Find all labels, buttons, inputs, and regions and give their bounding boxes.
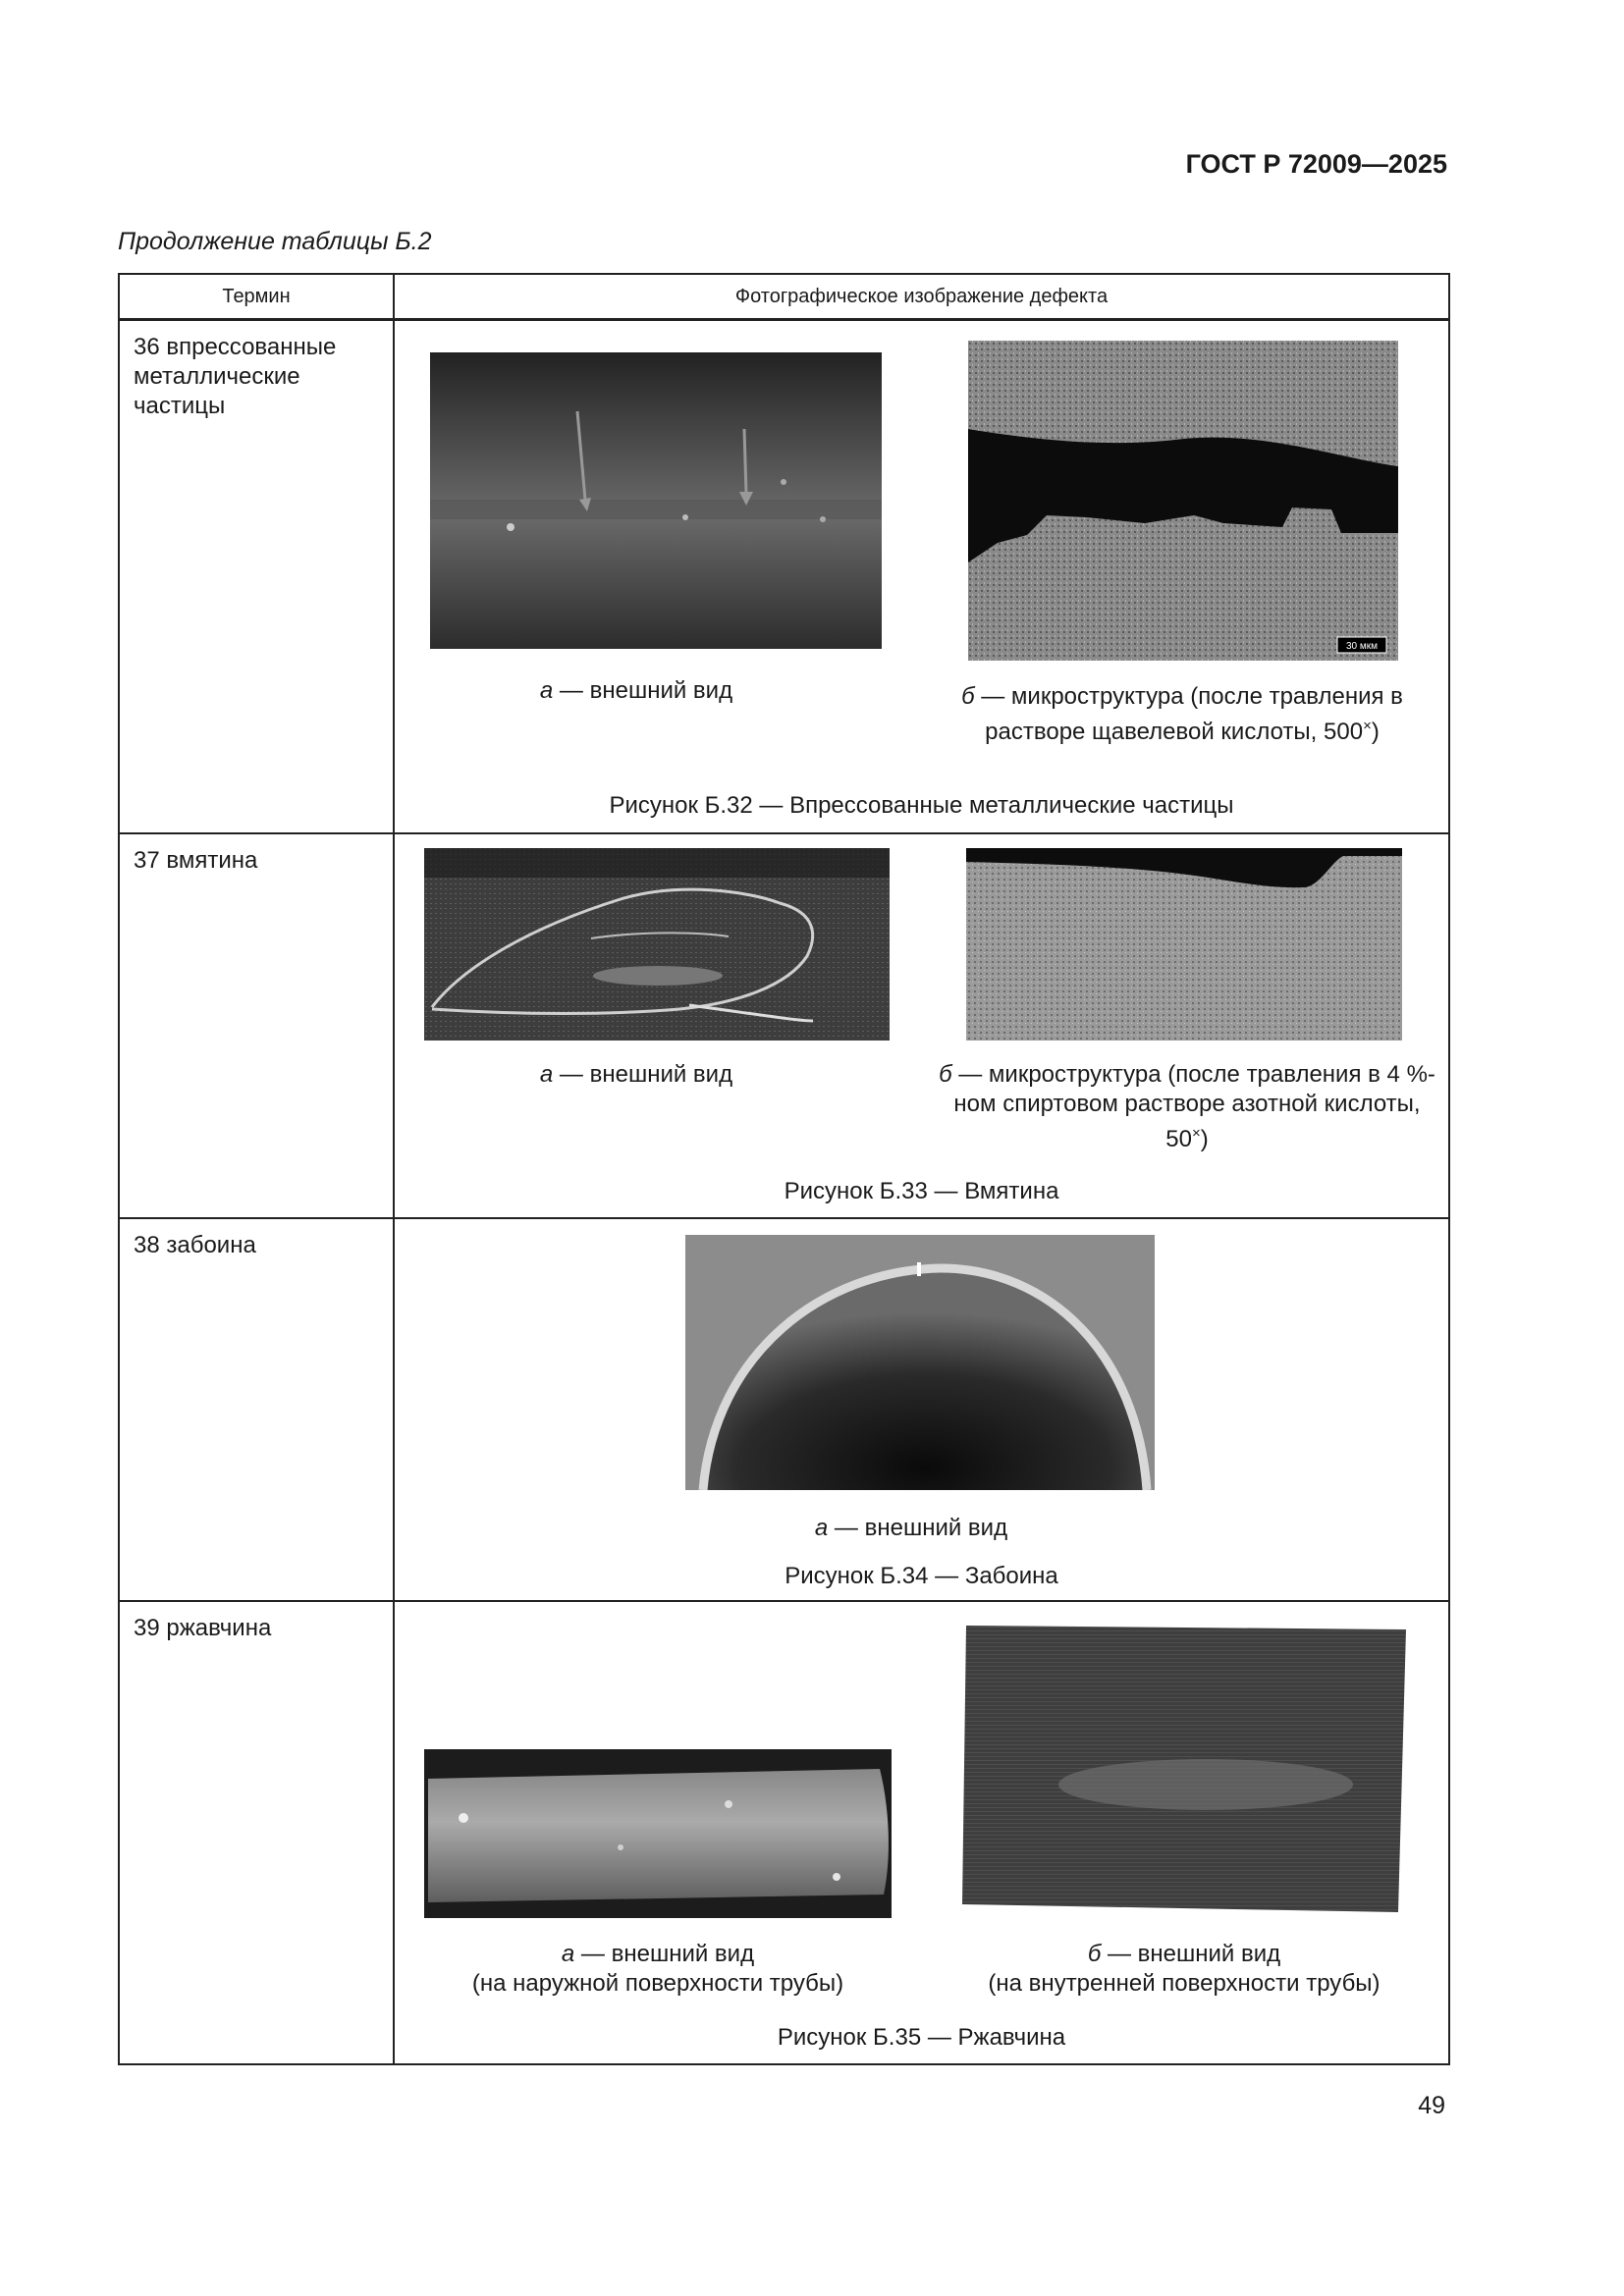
photo-rust-inner-surface xyxy=(960,1618,1408,1916)
table-row xyxy=(119,833,1449,1218)
term-text: 37 вмятина xyxy=(134,846,258,874)
figure-cell xyxy=(394,833,1449,1218)
figure-cell xyxy=(394,1218,1449,1601)
page-number: 49 xyxy=(1418,2092,1445,2119)
table-header-row xyxy=(119,274,1449,320)
term-text: 38 забоина xyxy=(134,1231,256,1258)
photo-dent-exterior xyxy=(424,848,890,1041)
table-row xyxy=(119,1601,1449,2064)
term-cell xyxy=(119,320,394,833)
figure-cell xyxy=(394,1601,1449,2064)
subcaption-b: б — внешний вид (на внутренней поверхности трубы) xyxy=(988,1940,1380,1997)
table-row xyxy=(119,320,1449,833)
column-header-photo: Фотографическое изображение дефекта xyxy=(394,274,1449,320)
table-continuation-caption: Продолжение таблицы Б.2 xyxy=(118,228,432,255)
figure-title: Рисунок Б.34 — Забоина xyxy=(785,1562,1058,1589)
subcaption-a: а — внешний вид xyxy=(539,1060,733,1088)
term-text: 36 впрессованные металлические частицы xyxy=(134,334,337,419)
subcaption-a: а — внешний вид xyxy=(539,677,733,704)
figure-title: Рисунок Б.32 — Впрессованные металлические частицы xyxy=(609,792,1234,819)
photo-dent-microstructure xyxy=(966,848,1402,1041)
subcaption-a: а — внешний вид (на наружной поверхности трубы) xyxy=(471,1940,844,1997)
photo-pressed-particles-microstructure xyxy=(968,341,1398,661)
term-cell xyxy=(119,833,394,1218)
table-row xyxy=(119,1218,1449,1601)
term-text: 39 ржавчина xyxy=(134,1614,272,1641)
photo-rust-outer-surface xyxy=(424,1749,892,1918)
term-cell xyxy=(119,1218,394,1601)
figure-title: Рисунок Б.33 — Вмятина xyxy=(784,1177,1059,1204)
photo-pressed-particles-exterior xyxy=(430,352,882,649)
scale-bar-label: 30 мкм xyxy=(1345,641,1379,652)
document-code: ГОСТ Р 72009—2025 xyxy=(1185,149,1447,179)
subcaption-b: б — микроструктура (после травления в 4 %-ном спиртовом растворе азотной кислоты, 50×) xyxy=(939,1060,1435,1152)
defects-table xyxy=(118,273,1450,2065)
photo-gouge-exterior xyxy=(685,1235,1155,1490)
column-header-term: Термин xyxy=(119,274,394,320)
figure-title: Рисунок Б.35 — Ржавчина xyxy=(777,2023,1066,2051)
subcaption-a: а — внешний вид xyxy=(814,1514,1008,1541)
term-cell xyxy=(119,1601,394,2064)
subcaption-b: б — микроструктура (после травления в растворе щавелевой кислоты, 500×) xyxy=(961,683,1403,745)
figure-cell xyxy=(394,320,1449,833)
